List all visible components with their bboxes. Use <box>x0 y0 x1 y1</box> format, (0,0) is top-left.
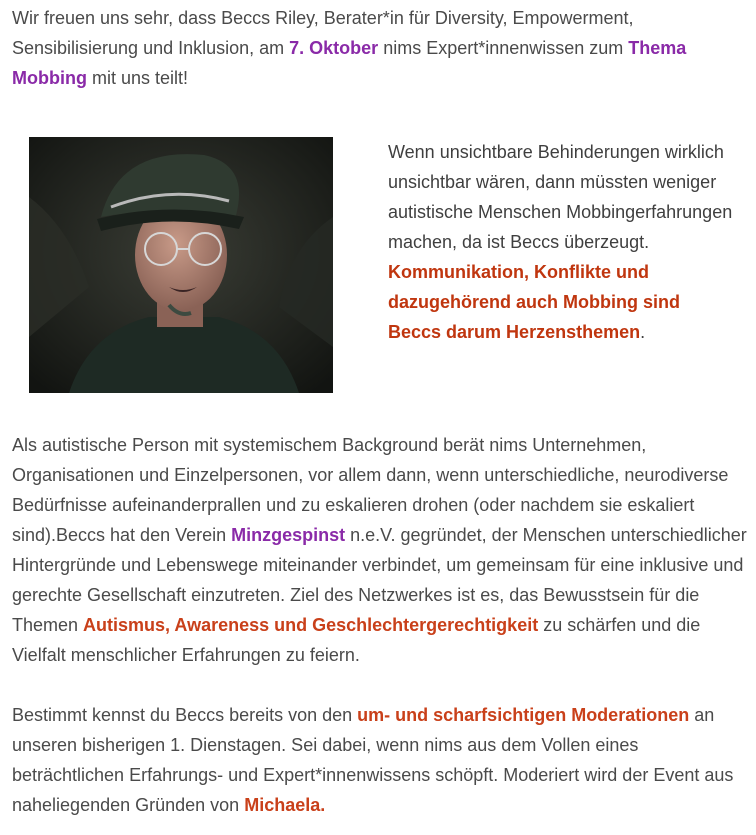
themes-highlight: Autismus, Awareness und Geschlechtergerechtigkeit <box>83 615 539 635</box>
closing-text: an unseren bisherigen 1. Dienstagen. Sei dabei, wenn nims aus dem Vollen eines beträchtlichen Erfahrungs- und Expert*innenwissens schöpft. Moderiert wird der Event aus naheliegenden Gründen von <box>12 705 734 815</box>
bio-text: n.e.V. gegründet, der Menschen unterschiedlicher Hintergründe und Lebenswege miteinander verbindet, um gemeinsam für eine inklusive und gerechte Gesellschaft einzutreten. Ziel des Netzwerkes ist es, das Bewusstsein für die Themen <box>12 525 747 635</box>
minzgespinst-link[interactable]: Minzgespinst <box>231 525 346 545</box>
speaker-portrait <box>29 137 333 393</box>
event-date-link[interactable]: 7. Oktober <box>289 38 379 58</box>
intro-paragraph <box>12 3 747 93</box>
bio-text: zu schärfen und die Vielfalt menschlicher Erfahrungen zu feiern. <box>12 615 701 665</box>
bio-paragraph <box>12 430 747 670</box>
quote-paragraph <box>388 137 738 347</box>
closing-text: Bestimmt kennst du Beccs bereits von den <box>12 705 358 725</box>
moderator-name: Michaela. <box>244 795 326 815</box>
closing-paragraph <box>12 700 747 820</box>
topic-link[interactable]: Thema Mobbing <box>12 38 687 88</box>
bio-text: Als autistische Person mit systemischem Background berät nims Unternehmen, Organisationen und Einzelpersonen, vor allem dann, wenn unterschiedliche, neurodiverse Bedürfnisse aufeinanderprallen und zu eskalieren drohen (oder nachdem sie eskaliert sind).Beccs hat den Verein <box>12 435 729 545</box>
intro-text: mit uns teilt! <box>86 68 189 88</box>
quote-text: Wenn unsichtbare Behinderungen wirklich unsichtbar wären, dann müssten weniger autistische Menschen Mobbingerfahrungen machen, da ist Beccs überzeugt. <box>388 142 733 252</box>
moderations-highlight: um- und scharfsichtigen Moderationen <box>357 705 690 725</box>
quote-period: . <box>640 322 646 342</box>
heart-topics-highlight: Kommunikation, Konflikte und dazugehörend auch Mobbing sind Beccs darum Herzensthemen <box>388 262 680 342</box>
intro-text: Wir freuen uns sehr, dass Beccs Riley, Berater*in für Diversity, Empowerment, Sensibilisierung und Inklusion, am <box>12 8 634 58</box>
intro-text: nims Expert*innenwissen zum <box>378 38 629 58</box>
